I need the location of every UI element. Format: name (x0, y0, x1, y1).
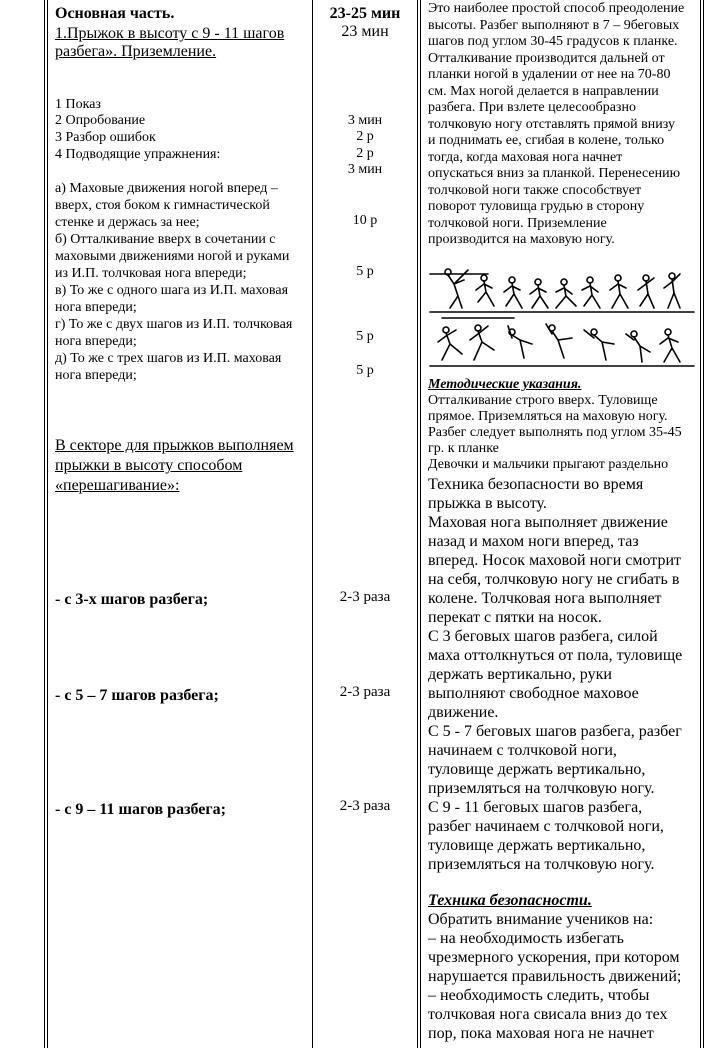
reps-3-steps: 2-3 раза (339, 589, 391, 605)
safetyhead-line: Техника безопасности во время (428, 476, 644, 493)
jumper-figure-2 (476, 275, 494, 306)
dosage-try: 2 р (356, 129, 374, 144)
exercise-a: стенке и держась за нее; (55, 215, 200, 230)
step-errors: 3 Разбор ошибок (55, 130, 156, 145)
big-line: С 9 - 11 беговых шагов разбега, (428, 799, 643, 816)
jumper-figure-6 (582, 277, 600, 308)
method-title: Методические указания. (428, 377, 582, 392)
reps-5-7-steps: 2-3 раза (339, 684, 391, 700)
section-heading: Основная часть. (55, 5, 175, 22)
sector-text: В секторе для прыжков выполняем (55, 437, 294, 454)
tb-line: пор, пока маховая нога не начнет (428, 1025, 654, 1042)
dosage-b: 5 р (356, 264, 374, 279)
exercise-v: нога впереди; (55, 300, 137, 315)
table-border-col2-inner (420, 0, 421, 1048)
big-line: выполняют свободное маховое (428, 685, 639, 702)
exercise-b: б) Отталкивание вверх в сочетании с (55, 232, 276, 247)
dosage-show: 3 мин (347, 113, 383, 128)
intro-line: и поднимать ее, сгибая в колене, только (428, 133, 665, 148)
jumper-figure-5 (556, 279, 576, 308)
step-show: 1 Показ (55, 97, 101, 112)
jumper-figure-9 (664, 273, 680, 308)
tb-line: Обратить внимание учеников на: (428, 911, 654, 928)
tb-line: толчковая нога свисала вниз до тех (428, 1006, 668, 1023)
jumper-figure-1 (445, 269, 468, 308)
jumper-figure-8 (638, 275, 654, 308)
exercise-d: нога впереди; (55, 368, 137, 383)
safetyhead-line: прыжка в высоту. (428, 495, 547, 512)
jumper-figure-11 (470, 325, 494, 360)
intro-line: см. Мах ногой делается в направлении (428, 83, 659, 99)
intro-line: поворот туловища грудью в сторону (428, 199, 645, 214)
jumper-figure-14 (584, 329, 614, 360)
big-line: держать вертикально, руки (428, 666, 612, 683)
intro-line: толчковую ногу отставлять прямой внизу (428, 116, 675, 132)
big-line: перекат с пятки на носок. (428, 609, 602, 626)
jumper-figure-13 (546, 324, 572, 358)
jumper-figure-16 (660, 329, 680, 362)
run-5-7-steps: - с 5 – 7 шагов разбега; (55, 687, 219, 704)
intro-line: толчковой ноги также способствует (428, 182, 642, 198)
big-line: туловище держать вертикально, (428, 761, 646, 778)
jumper-figure-4 (530, 279, 548, 308)
big-line: начинаем с толчковой ноги, (428, 742, 617, 759)
dosage-total: 23 мин (341, 23, 389, 40)
big-line: вперед. Носок маховой ноги смотрит (428, 552, 682, 569)
table-border-right (700, 0, 701, 1048)
exercise-b: из И.П. толчковая нога впереди; (55, 266, 247, 281)
reps-9-11-steps: 2-3 раза (339, 798, 391, 814)
big-line: приземляться на толчковую ногу. (428, 856, 655, 873)
exercise-g: г) То же с двух шагов из И.П. толчковая (55, 317, 293, 332)
sector-text: прыжки в высоту способом (55, 457, 243, 474)
intro-line: толчковой ноги. Приземление (428, 215, 607, 231)
exercise-a: вверх, стоя боком к гимнастической (55, 198, 270, 213)
intro-line: планки ногой в удалении от нее на 70-80 (428, 67, 671, 82)
tb-line: – на необходимость избегать (428, 930, 624, 947)
safety-title: Техника безопасности. (428, 892, 592, 909)
exercise-title-line1: 1.Прыжок в высоту с 9 - 11 шагов (55, 25, 285, 42)
big-line: движение. (428, 704, 499, 721)
exercise-a: а) Маховые движения ногой вперед – (55, 181, 278, 196)
jumper-figure-7 (610, 275, 628, 308)
big-line: Маховая нога выполняет движение (428, 514, 668, 531)
tb-line: нарушается правильность движений; (428, 968, 682, 985)
exercise-title-line2: разбега». Приземление. (55, 43, 217, 60)
table-border-col2 (417, 0, 418, 1048)
big-line: колене. Толчковая нога выполняет (428, 590, 662, 607)
method-line: прямое. Приземляться на маховую ногу. (428, 409, 668, 424)
method-line: Девочки и мальчики прыгают раздельно (428, 457, 669, 472)
intro-line: Это наиболее простой способ преодоление (428, 1, 685, 16)
step-try: 2 Опробование (55, 113, 146, 128)
big-line: туловище держать вертикально, (428, 837, 646, 854)
table-border-left (44, 0, 45, 1048)
big-line: приземляться на толчковую ногу. (428, 780, 655, 797)
exercise-b: маховыми движениями ногой и руками (55, 249, 290, 264)
method-line: Разбег следует выполнять под углом 35-45 (428, 425, 682, 440)
method-line: гр. к планке (428, 441, 499, 456)
big-line: С 3 беговых шагов разбега, силой (428, 628, 658, 645)
tb-line: чрезмерного ускорения, при котором (428, 949, 680, 966)
big-line: разбег начинаем с толчковой ноги, (428, 818, 664, 835)
intro-line: производится на маховую ногу. (428, 232, 615, 247)
jumper-figure-10 (438, 327, 462, 360)
intro-line: разбега. При взлете целесообразно (428, 100, 636, 115)
intro-line: шагов под углом 30-45 градусов к планке. (428, 34, 678, 49)
dosage-a: 10 р (352, 213, 378, 228)
high-jump-sequence-figure (428, 268, 696, 374)
method-line: Отталкивание строго вверх. Туловище (428, 393, 658, 408)
dosage-lead-up: 3 мин (347, 162, 383, 177)
dosage-errors: 2 р (356, 146, 374, 161)
run-3-steps: - с 3-х шагов разбега; (55, 591, 209, 608)
intro-line: тогда, когда маховая нога начнет (428, 149, 623, 165)
intro-line: опускаться вниз за планкой. Перенесению (428, 166, 681, 181)
exercise-d: д) То же с трех шагов из И.П. маховая (55, 351, 282, 366)
jumper-figure-12 (508, 326, 532, 358)
dosage-d: 5 р (356, 363, 374, 378)
dosage-g: 5 р (356, 329, 374, 344)
intro-line: Отталкивание производится дальней от (428, 50, 665, 66)
jumper-figure-3 (504, 277, 522, 308)
big-line: С 5 - 7 беговых шагов разбега, разбег (428, 723, 682, 740)
big-line: на себя, толчковую ногу не сгибать в (428, 571, 680, 588)
intro-line: высоты. Разбег выполняют в 7 – 9беговых (428, 17, 680, 33)
dosage-total-bold: 23-25 мин (329, 5, 401, 22)
big-line: маха оттолкнуться от пола, туловище (428, 647, 683, 664)
big-line: назад и махом ноги вперед, таз (428, 533, 639, 550)
step-lead-up: 4 Подводящие упражнения: (55, 147, 221, 162)
sector-text: «перешагивание»: (55, 477, 180, 494)
jumper-figure-15 (626, 331, 650, 362)
table-border-left-inner (47, 0, 48, 1048)
exercise-g: нога впереди; (55, 334, 137, 349)
exercise-v: в) То же с одного шага из И.П. маховая (55, 283, 289, 298)
run-9-11-steps: - с 9 – 11 шагов разбега; (55, 801, 226, 818)
tb-line: – необходимость следить, чтобы (428, 987, 650, 1004)
